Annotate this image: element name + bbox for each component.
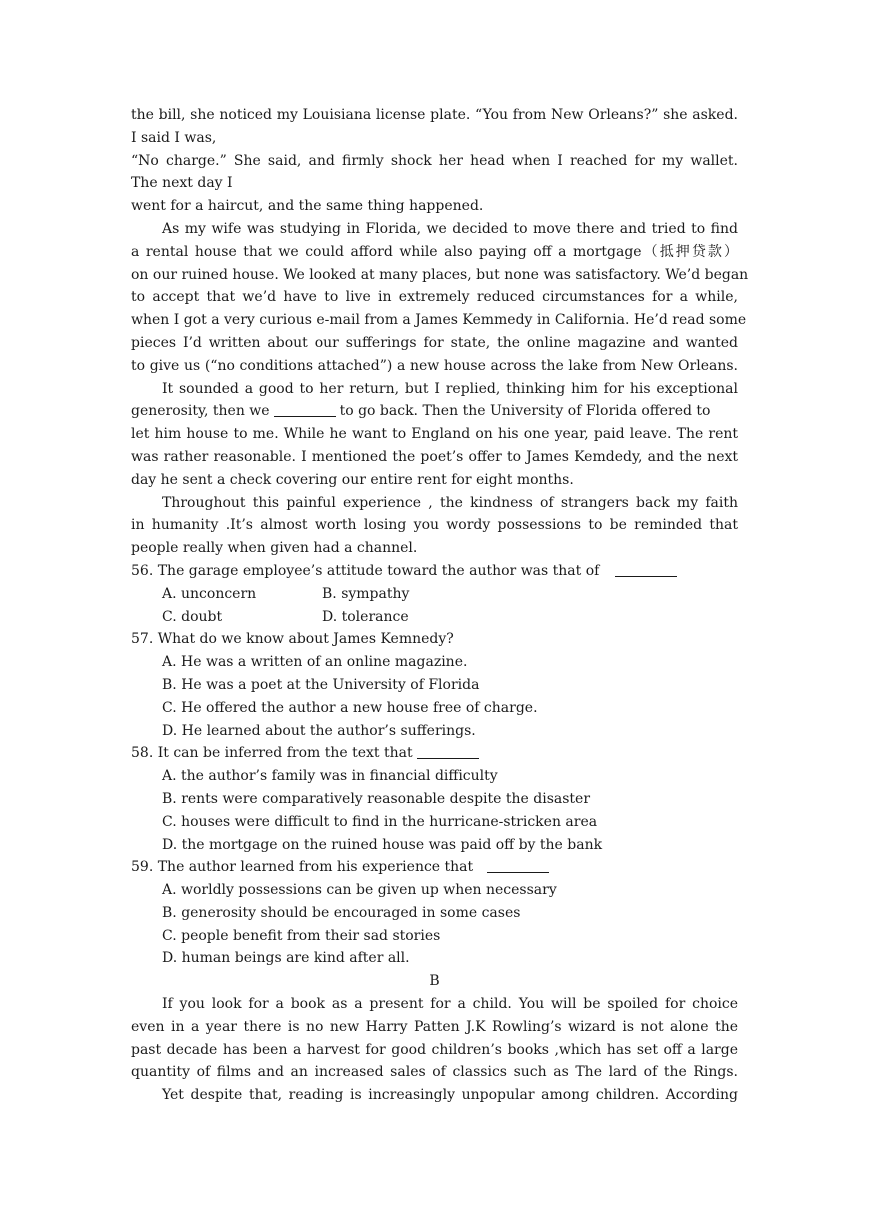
option-a: A. He was a written of an online magazine.: [162, 654, 468, 671]
passage-line: in humanity .It’s almost worth losing you wordy possessions to be reminded that: [131, 517, 738, 534]
passage-line: people really when given had a channel.: [131, 540, 418, 557]
passage-line: went for a haircut, and the same thing happened.: [131, 198, 484, 215]
question-text: 56. The garage employee’s attitude toward the author was that of: [131, 562, 600, 579]
option-a: A. unconcern: [162, 585, 257, 602]
option-d: D. tolerance: [322, 608, 409, 625]
passage-line: I said I was,: [131, 129, 217, 146]
section-heading: B: [429, 973, 440, 990]
answer-blank: [417, 744, 479, 759]
option-b: B. generosity should be encouraged in some cases: [162, 904, 521, 921]
passage-line: when I got a very curious e-mail from a James Kemmedy in California. He’d read some: [131, 312, 747, 329]
passage-line: If you look for a book as a present for a child. You will be spoiled for choice: [162, 996, 738, 1013]
passage-line: As my wife was studying in Florida, we decided to move there and tried to find: [162, 220, 738, 237]
passage-line: pieces I’d written about our sufferings for state, the online magazine and wanted: [131, 334, 738, 351]
passage-line: on our ruined house. We looked at many places, but none was satisfactory. We’d began: [131, 266, 749, 283]
passage-line: Yet despite that, reading is increasingly unpopular among children. According: [162, 1087, 738, 1104]
passage-line: was rather reasonable. I mentioned the poet’s offer to James Kemdedy, and the next: [131, 448, 738, 465]
option-b: B. rents were comparatively reasonable despite the disaster: [162, 790, 591, 807]
option-b: B. sympathy: [322, 585, 410, 602]
passage-line: let him house to me. While he want to England on his one year, paid leave. The rent: [131, 426, 738, 443]
exam-page: [131, 104, 749, 1107]
option-c: C. people benefit from their sad stories: [162, 927, 441, 944]
option-d: D. human beings are kind after all.: [162, 950, 410, 967]
passage-line: “No charge.” She said, and firmly shock her head when I reached for my wallet.: [131, 152, 738, 169]
passage-line: to give us (“no conditions attached”) a new house across the lake from New Orleans.: [131, 357, 738, 374]
answer-blank: [615, 562, 677, 577]
passage-line-part: to go back. Then the University of Florida offered to: [339, 403, 711, 420]
option-d: D. He learned about the author’s sufferings.: [162, 722, 476, 739]
passage-line: Throughout this painful experience , the kindness of strangers back my faith: [162, 494, 738, 511]
option-c: C. He offered the author a new house free of charge.: [162, 699, 538, 716]
answer-blank: [274, 402, 336, 417]
option-a: A. the author’s family was in financial difficulty: [162, 768, 498, 785]
question-stem-58: [131, 742, 738, 765]
passage-line-with-blank: [131, 400, 738, 423]
question-text: 59. The author learned from his experience that: [131, 859, 474, 876]
passage-line: day he sent a check covering our entire rent for eight months.: [131, 471, 574, 488]
passage-line: past decade has been a harvest for good children’s books ,which has set off a large: [131, 1041, 738, 1058]
question-stem-59: [131, 856, 738, 879]
option-c: C. houses were difficult to find in the hurricane-stricken area: [162, 813, 598, 830]
option-row: [131, 583, 738, 606]
passage-line: the bill, she noticed my Louisiana license plate. “You from New Orleans?” she asked.: [131, 107, 738, 123]
passage-line: quantity of films and an increased sales of classics such as The lard of the Rings.: [131, 1064, 738, 1081]
option-row: [131, 606, 738, 629]
option-a: A. worldly possessions can be given up when necessary: [162, 882, 557, 899]
option-b: B. He was a poet at the University of Florida: [162, 676, 480, 693]
passage-line: to accept that we’d have to live in extremely reduced circumstances for a while,: [131, 289, 738, 306]
answer-blank: [487, 858, 549, 873]
question-stem-57: 57. What do we know about James Kemnedy?: [131, 631, 454, 648]
passage-line: even in a year there is no new Harry Patten J.K Rowling’s wizard is not alone the: [131, 1018, 738, 1035]
question-stem-56: [131, 560, 738, 583]
passage-line: The next day I: [131, 175, 233, 192]
option-c: C. doubt: [162, 608, 223, 625]
question-text: 58. It can be inferred from the text that: [131, 745, 413, 762]
passage-line: a rental house that we could afford while also paying off a mortgage（抵押贷款）: [131, 243, 738, 260]
passage-line: It sounded a good to her return, but I replied, thinking him for his exceptional: [162, 380, 738, 397]
option-d: D. the mortgage on the ruined house was paid off by the bank: [162, 836, 603, 853]
passage-line-part: generosity, then we: [131, 403, 270, 420]
